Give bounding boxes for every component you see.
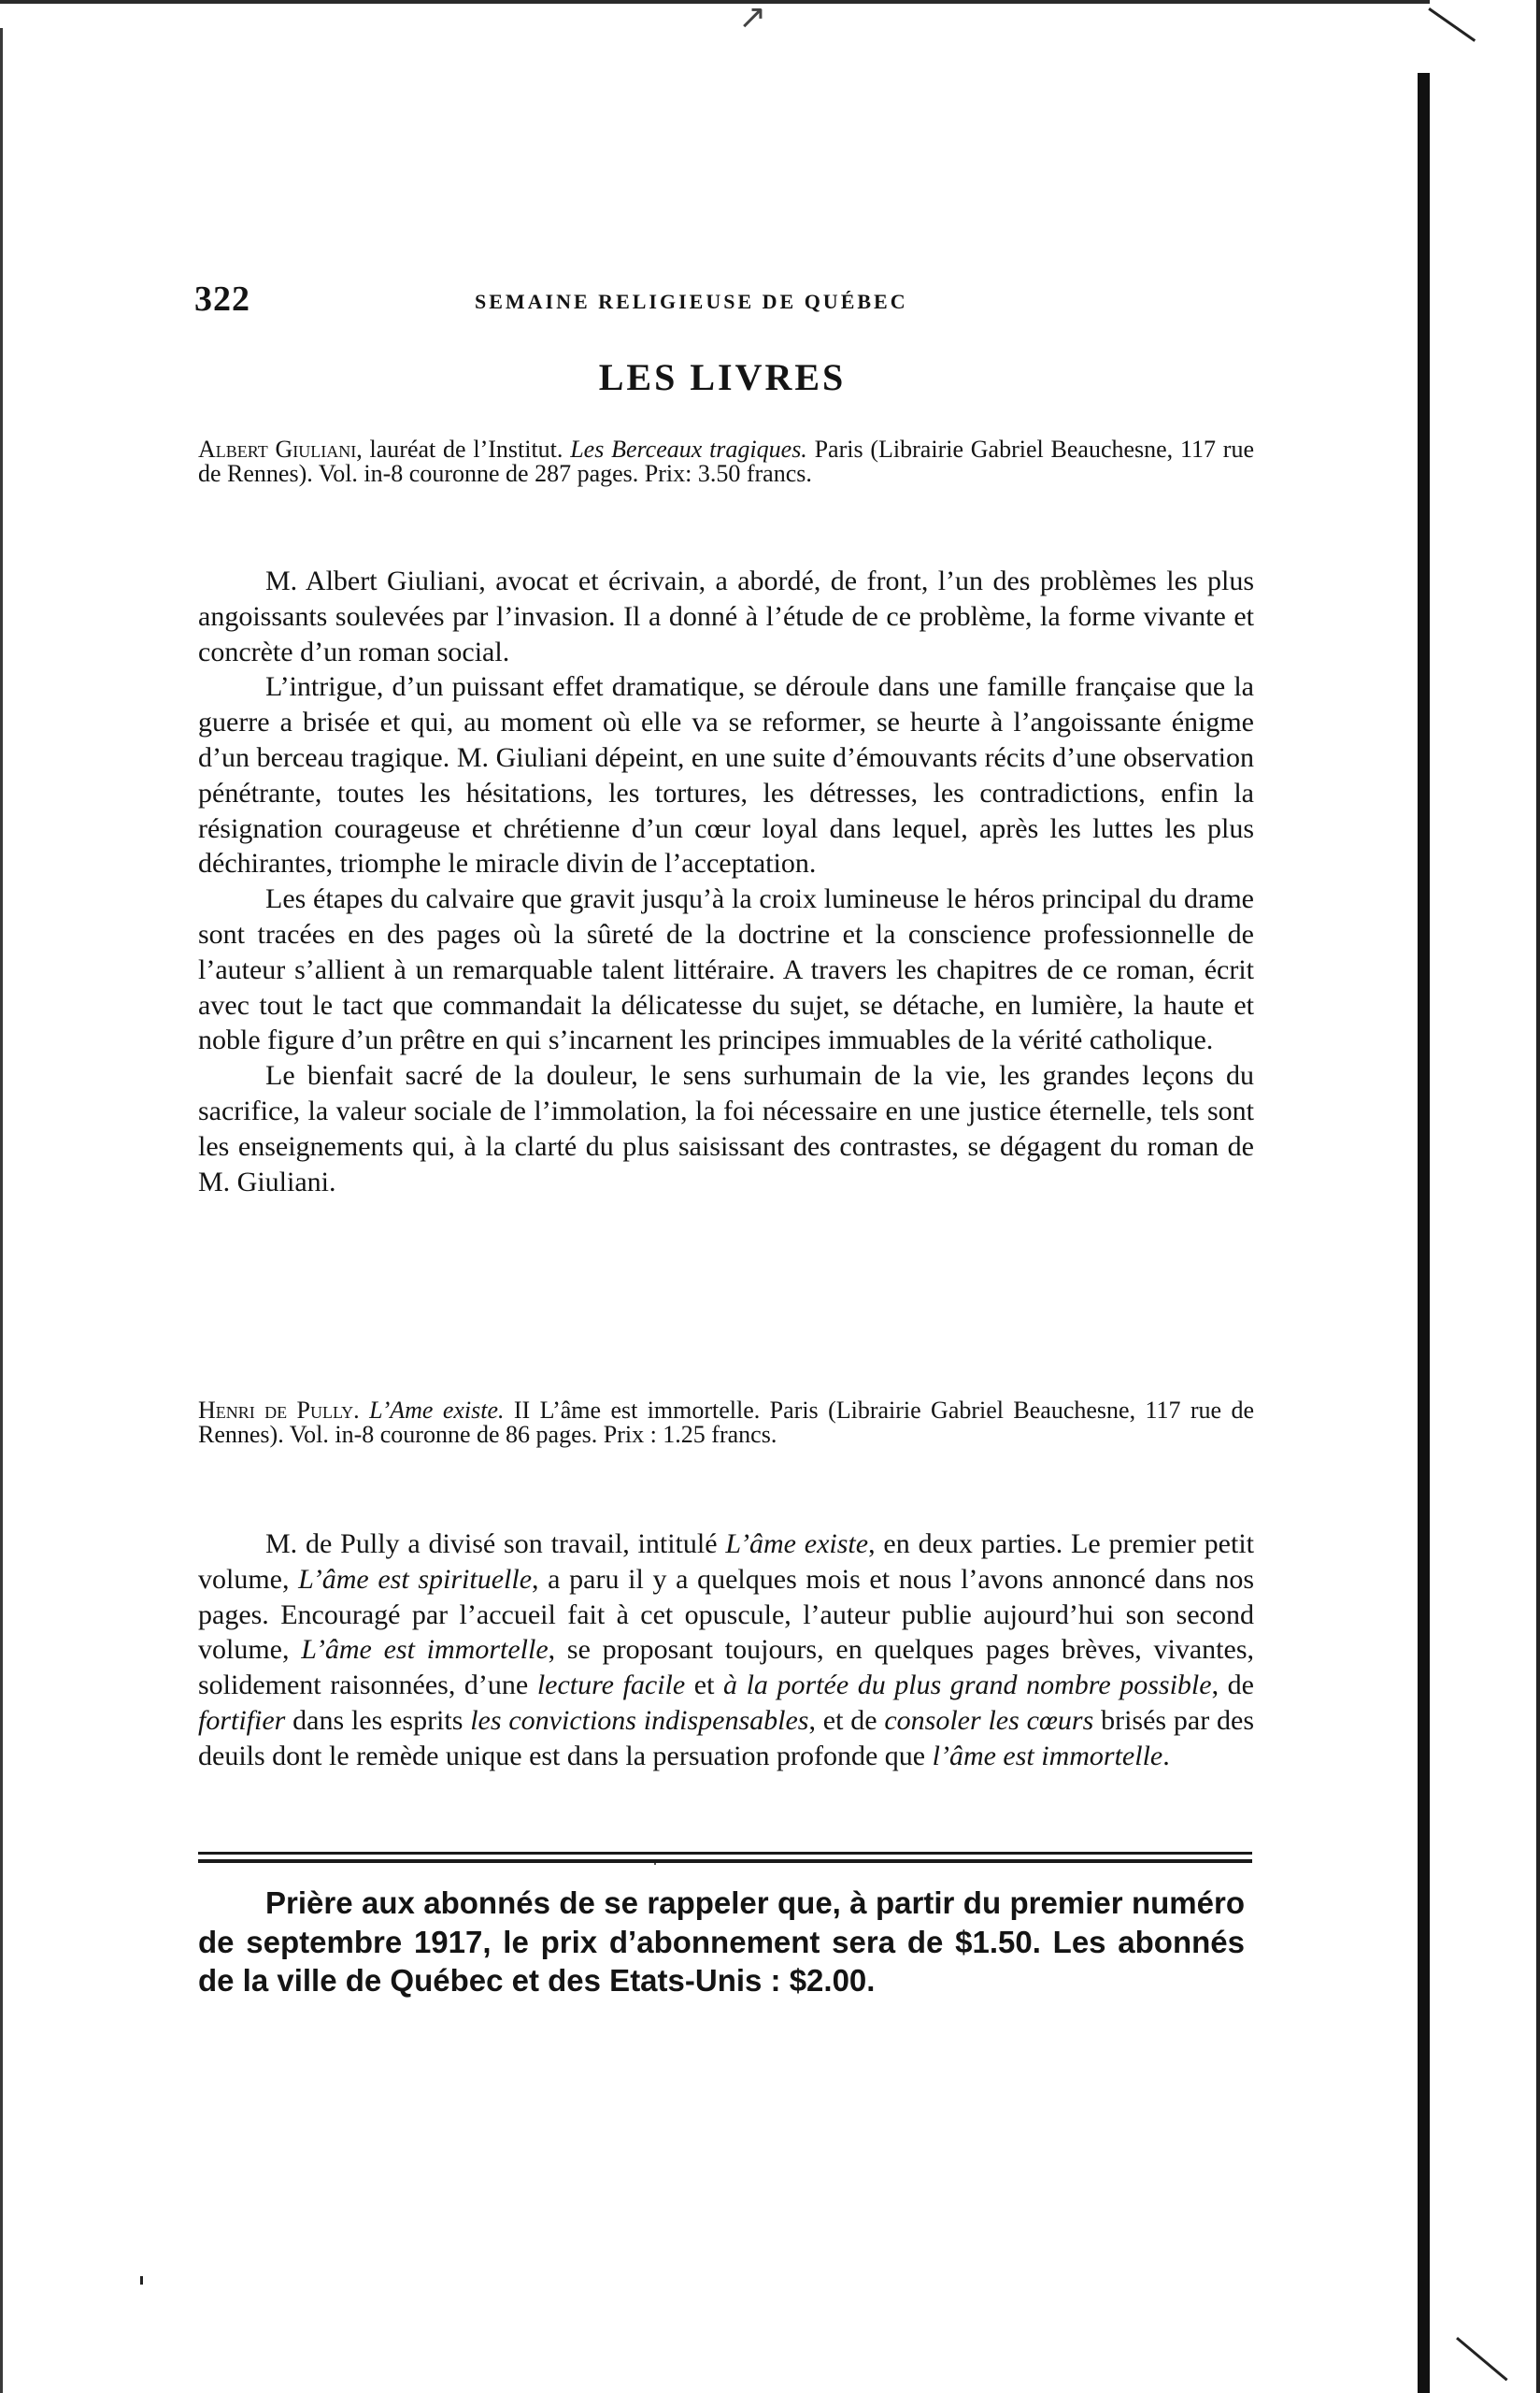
- text-run: M. de Pully a divisé son travail, intitulé: [265, 1528, 726, 1559]
- italic-run: fortifier: [198, 1704, 286, 1736]
- review-paragraph: Le bienfait sacré de la douleur, le sens surhumain de la vie, les grandes leçons du sacrifice, la valeur sociale de l’immolation, la foi nécessaire en une justice éternelle, tels sont les enseignements qui, à la clarté du plus saisissant des contrastes, se dégagent du roman de M. Giuliani.: [198, 1060, 1254, 1197]
- text-run: , et de: [808, 1704, 885, 1736]
- citation-text: [360, 1397, 369, 1424]
- text-run: dans les esprits: [285, 1704, 471, 1736]
- text-run: .: [1162, 1740, 1170, 1771]
- citation-text: Paris (Librairie Gabriel Beauchesne, 117 rue de Rennes). Vol. in-8 couronne de 287 pages. Prix: 3.50 francs.: [198, 436, 1254, 487]
- scan-mark: ↗: [738, 0, 767, 36]
- section-divider: [198, 1852, 1252, 1863]
- text-run: , en deux parties. Le premier petit volume,: [198, 1528, 1254, 1595]
- citation-text: lauréat de l’Institut.: [362, 436, 571, 463]
- review-2-body: [198, 1526, 1254, 1774]
- citation-author: Albert Giuliani,: [198, 436, 363, 463]
- section-title: LES LIVRES: [598, 356, 847, 398]
- italic-run: lecture facile: [536, 1669, 686, 1701]
- review-paragraph: L’intrigue, d’un puissant effet dramatique, se déroule dans une famille française que la guerre a brisée et qui, au moment où elle va se reformer, se heurte à l’angoissante énigme d’un berceau tragique. M. Giuliani dépeint, en une suite d’émouvants récits d’une observation pénétrante, toutes les hésitations, les tortures, les détresses, les contradictions, enfin la résignation courageuse et chrétienne d’un cœur loyal dans lequel, après les luttes les plus déchirantes, triomphe le miracle divin de l’acceptation.: [198, 671, 1254, 880]
- italic-run: L’âme est spirituelle: [298, 1563, 533, 1595]
- page-number: 322: [194, 279, 250, 319]
- text-run: , se proposant toujours, en quelques pages brèves, vivantes, solidement raisonnées, d’une: [198, 1634, 1254, 1701]
- italic-run: à la portée du plus grand nombre possible: [723, 1669, 1212, 1701]
- italic-run: consoler les cœurs: [884, 1704, 1094, 1736]
- review-paragraph: Les étapes du calvaire que gravit jusqu’à la croix lumineuse le héros principal du drame sont tracées en des pages où la sûreté de la doctrine et la conscience professionnelle de l’auteur s’allient à un remarquable talent littéraire. A travers les chapitres de ce roman, écrit avec tout le tact que commandait la délicatesse du sujet, se détache, en lumière, la haute et noble figure d’un prêtre en qui s’incarnent les principes immuables de la vérité catholique.: [198, 883, 1254, 1056]
- scan-left-edge: [0, 28, 3, 2393]
- review-paragraph: M. Albert Giuliani, avocat et écrivain, a abordé, de front, l’un des problèmes les plus angoissants soulevées par l’invasion. Il a donné à l’étude de ce problème, la forme vivante et concrète d’un roman social.: [198, 566, 1254, 667]
- book-citation-2: [198, 1398, 1254, 1447]
- citation-book-title: L’Ame existe.: [369, 1397, 505, 1424]
- page-header: [194, 279, 1035, 325]
- running-head: SEMAINE RELIGIEUSE DE QUÉBEC: [475, 290, 908, 313]
- page-binding-shadow: [1418, 73, 1430, 2393]
- text-run: et: [685, 1669, 724, 1701]
- book-citation-1: [198, 437, 1254, 486]
- scan-top-edge: [0, 0, 1540, 47]
- review-paragraph: [198, 1526, 1254, 1774]
- divider-line: [198, 1852, 1252, 1855]
- italic-run: les convictions indispensables: [470, 1704, 809, 1736]
- review-1-body: [198, 564, 1254, 1199]
- citation-book-title: Les Berceaux tragiques.: [570, 436, 807, 463]
- text-run: brisés par des deuils dont le remède unique est dans la persuation profonde que: [198, 1704, 1254, 1771]
- italic-run: L’âme est immortelle: [301, 1634, 549, 1666]
- scan-right-margin: [1430, 0, 1540, 2393]
- italic-run: l’âme est immortelle: [932, 1740, 1163, 1771]
- text-run: , a paru il y a quelques mois et nous l’avons annoncé dans nos pages. Encouragé par l’accueil fait à cet opuscule, l’auteur publie aujourd’hui son second volume,: [198, 1563, 1254, 1666]
- text-run: , de: [1211, 1669, 1254, 1701]
- citation-text: II L’âme est immortelle. Paris (Librairie Gabriel Beauchesne, 117 rue de Rennes). Vol. in-8 couronne de 86 pages. Prix : 1.25 francs.: [198, 1397, 1254, 1448]
- scan-right-edge: [1536, 0, 1540, 2393]
- citation-author: Henri de Pully.: [198, 1397, 360, 1424]
- divider-line: [198, 1859, 1252, 1863]
- subscription-notice: Prière aux abonnés de se rappeler que, à partir du premier numéro de septembre 1917, le prix d’abonnement sera de $1.50. Les abonnés de la ville de Québec et des Etats-Unis : $2.00.: [198, 1885, 1245, 1998]
- italic-run: L’âme existe: [725, 1528, 869, 1559]
- scan-speck: [140, 2276, 143, 2285]
